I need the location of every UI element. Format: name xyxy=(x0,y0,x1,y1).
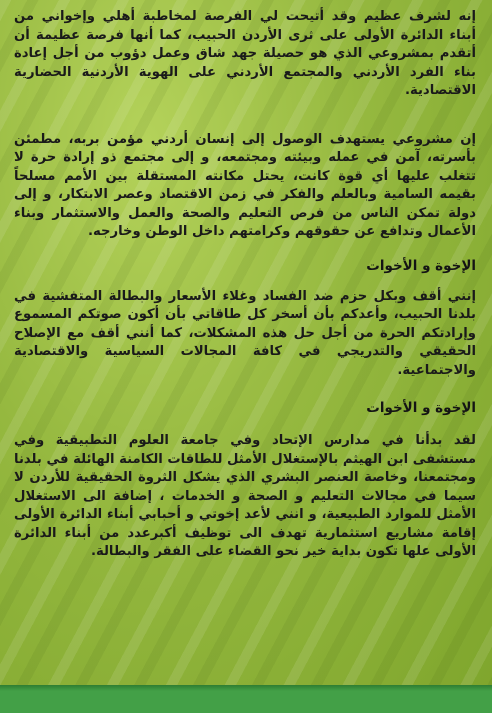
achievements-paragraph: لقد بدأنا في مدارس الإتحاد وفي جامعة العلوم التطبيقية وفي مستشفى ابن الهيثم بالإستغلال الأمثل للطاقات الكامنة الهائلة في بلدنا ومجتمعنا، وخاصة العنصر البشري الذي يشكل الثروة الحقيقية للأردن لا سيما في مجالات التعليم و الصحة و الخدمات ، إضافة الى الاستغلال الأمثل للموارد الطبيعية، و انني لأعد إخوتي و أحبابي أبناء الدائرة الأولى إقامة مشاريع استثمارية تهدف الى توظيف أكبرعدد من أبناء الدائرة الأولى علها تكون بداية خير نحو القضاء على الفقر والبطالة. xyxy=(14,433,476,559)
leaflet-content xyxy=(14,8,476,562)
bottom-green-bar xyxy=(0,685,492,713)
project-paragraph: إن مشروعي يستهدف الوصول إلى إنسان أردني مؤمن بربه، مطمئن بأسرته، آمن في عمله وبيئته ومجتمعه، و إلى مجتمع ذو إرادة حرة لا تتغلب عليها أي قوة كانت، يحتل مكانته المستقلة بين الأمم مسلحاً بقيمه السامية وبالعلم والفكر في زمن الاقتصاد وعصر الابتكار، و إلى دولة تمكن الناس من فرص التعليم والصحة والعمل والاستثمار وبناء الأعمال وتدافع عن حقوقهم وكرامتهم داخل الوطن وخارجه. xyxy=(14,131,476,239)
section-heading-first: الإخوة و الأخوات xyxy=(366,257,476,274)
section-heading-second: الإخوة و الأخوات xyxy=(366,400,476,416)
commitment-paragraph: إنني أقف وبكل حزم ضد الفساد وغلاء الأسعار والبطالة المتفشية في بلدنا الحبيب، وأعدكم بأن أسخر كل طاقاتي بأن أكون صوتكم المسموع وإرادتكم الحرة من أجل حل هذه المشكلات، كما أنني أقف مع الإصلاح الحقيقي والتدريجي في كافة المجالات السياسية والاقتصادية والاجتماعية. xyxy=(14,288,476,378)
intro-paragraph: إنه لشرف عظيم وقد أتيحت لي الفرصة لمخاطبة أهلي وإخواني من أبناء الدائرة الأولى على ثرى الأردن الحبيب، كما أنها فرصة عظيمة أن أتقدم بمشروعي الذي هو حصيلة جهد شاق وعمل دؤوب من أجل إعادة بناء الفرد الأردني والمجتمع الأردني على الهوية الأردنية الحضارية الاقتصادية. xyxy=(14,9,476,98)
